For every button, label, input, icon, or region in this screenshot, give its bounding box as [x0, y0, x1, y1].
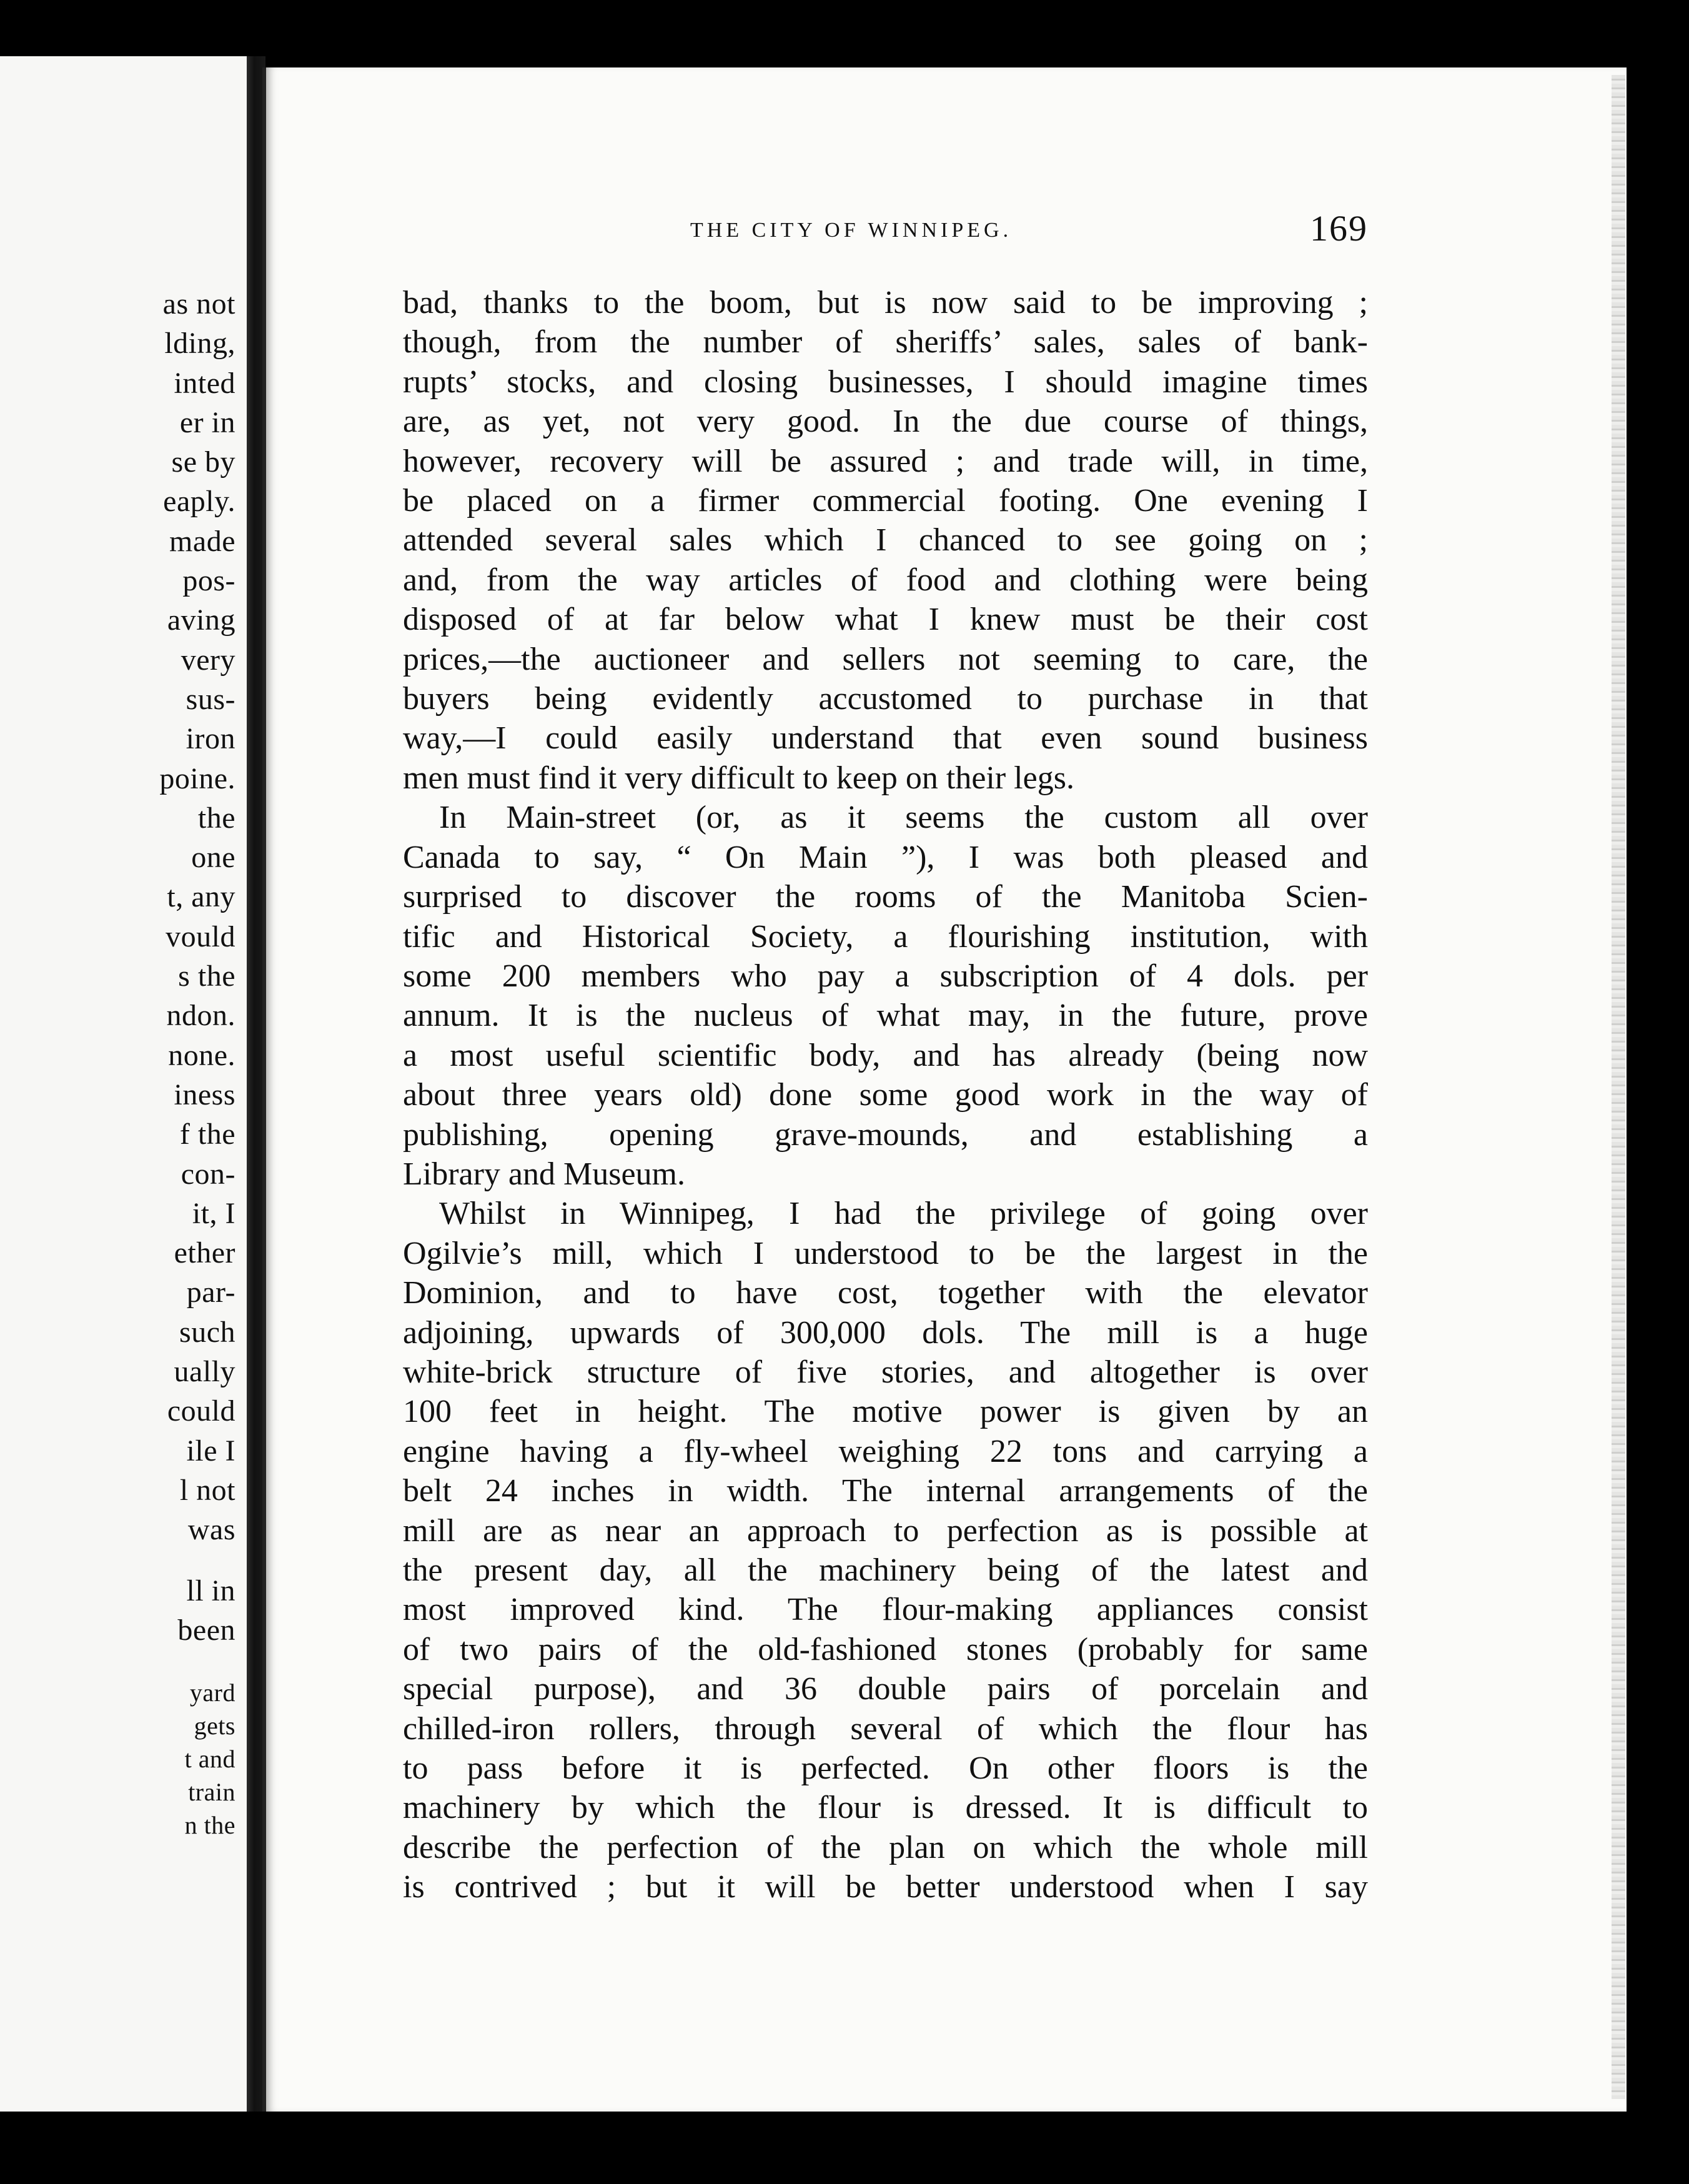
facing-line: been	[177, 1613, 235, 1647]
text-line: to pass before it is perfected. On other floors is the	[403, 1750, 1368, 1787]
text-line: about three years old) done some good work in the way of	[403, 1077, 1368, 1113]
text-line: chilled-iron rollers, through several of which the flour has	[403, 1710, 1368, 1747]
facing-line: the	[197, 801, 235, 835]
facing-footnote-line: train	[188, 1778, 235, 1807]
facing-line: inted	[174, 366, 235, 400]
facing-footnote-line: gets	[194, 1712, 235, 1740]
facing-line: made	[169, 524, 235, 558]
facing-line: er in	[179, 405, 235, 439]
facing-line: aving	[167, 603, 235, 637]
facing-line: l not	[179, 1473, 235, 1507]
facing-line: con-	[181, 1157, 235, 1191]
text-line: men must find it very difficult to keep on their legs.	[403, 760, 1074, 796]
facing-line: was	[187, 1513, 235, 1547]
facing-line: ually	[174, 1355, 235, 1389]
facing-line: one	[191, 841, 235, 875]
text-line: most improved kind. The flour-making appliances consist	[403, 1592, 1368, 1628]
text-line: the present day, all the machinery being of the latest and	[403, 1552, 1368, 1588]
text-line: annum. It is the nucleus of what may, in the future, prove	[403, 998, 1368, 1034]
text-line: publishing, opening grave-mounds, and establishing a	[403, 1116, 1368, 1153]
text-line: some 200 members who pay a subscription of 4 dols. per	[403, 958, 1368, 994]
facing-footnote-line: yard	[189, 1679, 235, 1707]
text-line: In Main-street (or, as it seems the custom all over	[439, 800, 1368, 836]
text-line: are, as yet, not very good. In the due course of things,	[403, 404, 1368, 440]
text-line: disposed of at far below what I knew must be their cost	[403, 602, 1368, 638]
text-line: surprised to discover the rooms of the Manitoba Scien-	[403, 879, 1368, 915]
text-line: prices,—the auctioneer and sellers not seeming to care, the	[403, 641, 1368, 677]
text-line: white-brick structure of five stories, and altogether is over	[403, 1354, 1368, 1390]
facing-line: very	[181, 643, 235, 677]
text-line: attended several sales which I chanced to see going on ;	[403, 522, 1368, 558]
facing-line: s the	[178, 960, 235, 993]
text-line: adjoining, upwards of 300,000 dols. The mill is a huge	[403, 1314, 1368, 1351]
facing-line: as not	[162, 287, 235, 320]
text-line: 100 feet in height. The motive power is given by an	[403, 1394, 1368, 1430]
facing-line: ile I	[186, 1434, 235, 1467]
facing-line: f the	[179, 1118, 235, 1151]
facing-line: sus-	[186, 682, 235, 716]
text-line: rupts’ stocks, and closing businesses, I should imagine times	[403, 364, 1368, 400]
text-line: describe the perfection of the plan on which the whole mill	[403, 1829, 1368, 1865]
text-line: engine having a fly-wheel weighing 22 tons and carrying a	[403, 1433, 1368, 1469]
text-line: special purpose), and 36 double pairs of porcelain and	[403, 1671, 1368, 1707]
facing-footnote-line: t and	[184, 1745, 235, 1774]
text-line: is contrived ; but it will be better understood when I say	[403, 1869, 1368, 1905]
text-line: a most useful scientific body, and has already (being now	[403, 1037, 1368, 1073]
text-line: machinery by which the flour is dressed. It is difficult to	[403, 1790, 1368, 1826]
facing-line: it, I	[192, 1196, 235, 1230]
facing-line: lding,	[164, 327, 235, 360]
running-head: THE CITY OF WINNIPEG.	[690, 219, 1013, 242]
facing-line: iron	[186, 722, 235, 756]
text-line: belt 24 inches in width. The internal arrangements of the	[403, 1473, 1368, 1509]
text-line: bad, thanks to the boom, but is now said to be improving ;	[403, 285, 1368, 320]
text-line: however, recovery will be assured ; and trade will, in time,	[403, 443, 1368, 479]
page-header	[403, 208, 1368, 256]
body-text	[403, 283, 1368, 1907]
facing-page-left	[0, 56, 247, 2112]
facing-line: ether	[174, 1236, 235, 1270]
text-line: be placed on a firmer commercial footing. One evening I	[403, 483, 1368, 519]
facing-line: t, any	[167, 880, 235, 914]
facing-line: none.	[168, 1038, 235, 1072]
text-line: of two pairs of the old-fashioned stones (probably for same	[403, 1631, 1368, 1667]
facing-line: iness	[174, 1078, 235, 1111]
text-line: Canada to say, “ On Main ”), I was both pleased and	[403, 839, 1368, 875]
facing-footnote-line: n the	[184, 1811, 235, 1840]
facing-line: se by	[171, 445, 235, 479]
facing-line: par-	[186, 1276, 235, 1309]
text-line: and, from the way articles of food and clothing were being	[403, 562, 1368, 598]
text-line: buyers being evidently accustomed to purchase in that	[403, 681, 1368, 717]
page-edge	[1612, 75, 1625, 2099]
facing-line: ndon.	[166, 999, 235, 1033]
facing-line: such	[179, 1315, 235, 1349]
page-number: 169	[1310, 208, 1368, 249]
facing-line: eaply.	[163, 485, 235, 519]
facing-line: poine.	[159, 762, 235, 795]
text-line: tific and Historical Society, a flourishing institution, with	[403, 918, 1368, 955]
facing-line: could	[167, 1394, 235, 1428]
text-line: Ogilvie’s mill, which I understood to be the largest in the	[403, 1235, 1368, 1271]
facing-line: pos-	[182, 564, 235, 598]
facing-line: vould	[166, 920, 235, 953]
facing-line: ll in	[186, 1574, 235, 1607]
facing-page-text	[159, 284, 235, 1842]
text-line: mill are as near an approach to perfection as is possible at	[403, 1512, 1368, 1549]
text-line: though, from the number of sheriffs’ sales, sales of bank-	[403, 324, 1368, 360]
text-line: Dominion, and to have cost, together with the elevator	[403, 1275, 1368, 1311]
text-line: Library and Museum.	[403, 1156, 686, 1192]
text-line: way,—I could easily understand that even sound business	[403, 720, 1368, 757]
text-line: Whilst in Winnipeg, I had the privilege of going over	[439, 1196, 1368, 1232]
